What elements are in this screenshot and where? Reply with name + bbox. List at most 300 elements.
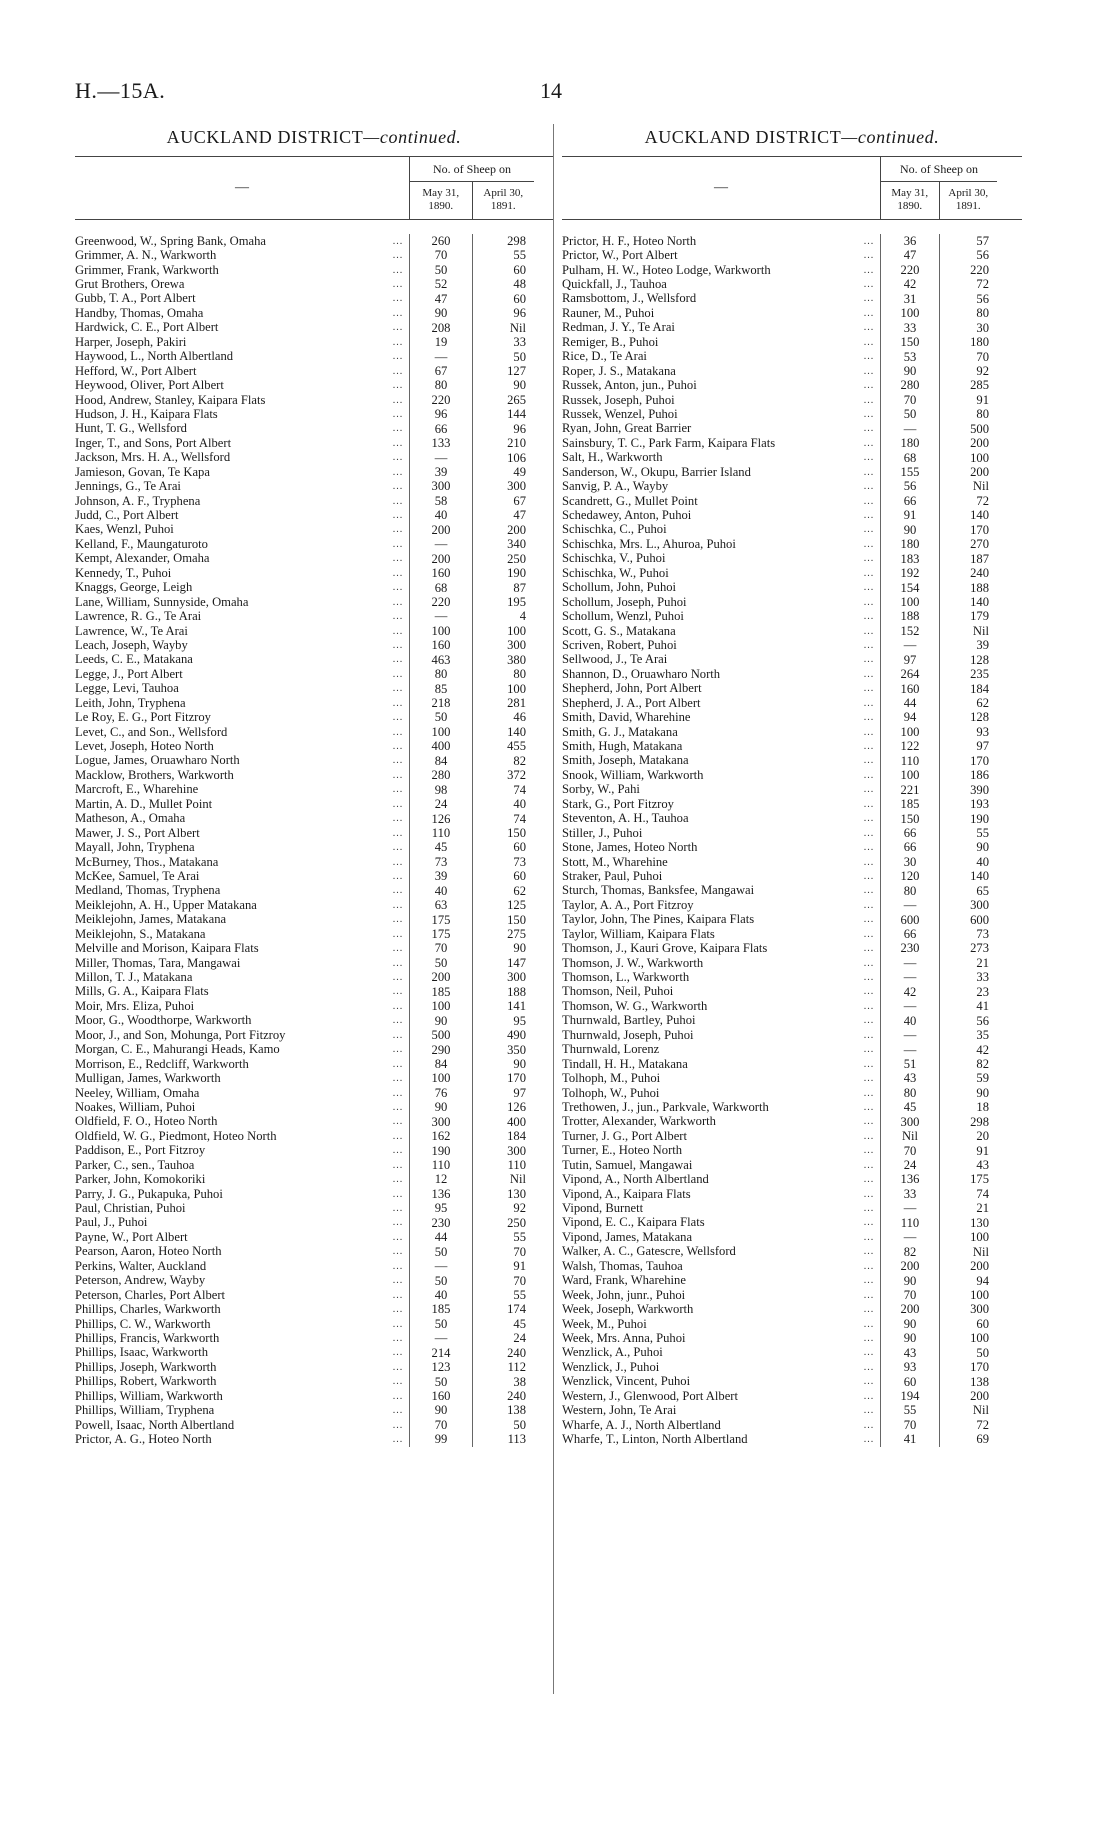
table-row	[75, 1014, 553, 1028]
leader-dots: ...	[863, 351, 875, 363]
leader-dots: ...	[863, 813, 875, 825]
table-row	[75, 1187, 553, 1201]
table-row	[562, 1403, 1022, 1417]
row-name: Mayall, John, Tryphena	[75, 840, 195, 855]
row-name: Noakes, William, Puhoi	[75, 1099, 196, 1114]
row-name: Martin, A. D., Mullet Point	[75, 796, 213, 811]
table-row	[562, 638, 1022, 652]
sheep-1890-value: 300	[409, 1115, 472, 1129]
row-name: Phillips, C. W., Warkworth	[75, 1316, 211, 1331]
row-name: Greenwood, W., Spring Bank, Omaha	[75, 233, 266, 248]
table-row	[562, 306, 1022, 320]
table-row	[562, 393, 1022, 407]
leader-dots: ...	[863, 235, 875, 247]
row-name: Jennings, G., Te Arai	[75, 479, 181, 494]
sheep-1890-value: —	[880, 970, 939, 984]
row-name: Thomson, J. W., Warkworth	[562, 955, 704, 970]
row-name: Hood, Andrew, Stanley, Kaipara Flats	[75, 392, 266, 407]
table-row	[75, 1216, 553, 1230]
sheep-1890-value: 80	[409, 378, 472, 392]
sheep-1890-value: 39	[409, 869, 472, 883]
leader-dots: ...	[392, 856, 404, 868]
table-row	[562, 696, 1022, 710]
row-name: Taylor, John, The Pines, Kaipara Flats	[562, 912, 755, 927]
sheep-1890-value: —	[880, 638, 939, 652]
sheep-1890-value: 110	[880, 754, 939, 768]
table-row	[562, 465, 1022, 479]
sheep-1891-value: 90	[939, 840, 997, 854]
table-row	[75, 1432, 553, 1446]
leader-dots: ...	[863, 1044, 875, 1056]
sheep-1890-value: 50	[409, 710, 472, 724]
row-name: Kaes, Wenzl, Puhoi	[75, 522, 174, 537]
leader-dots: ...	[392, 1332, 404, 1344]
sheep-1890-value: 290	[409, 1043, 472, 1057]
sheep-1891-value: 55	[472, 1230, 534, 1244]
name-column-header: —	[235, 180, 249, 195]
sheep-1890-value: —	[880, 422, 939, 436]
table-row	[75, 1317, 553, 1331]
row-name: Thurnwald, Joseph, Puhoi	[562, 1027, 694, 1042]
row-name: Steventon, A. H., Tauhoa	[562, 811, 689, 826]
sheep-1890-value: 192	[880, 566, 939, 580]
row-name: Mills, G. A., Kaipara Flats	[75, 984, 209, 999]
leader-dots: ...	[392, 741, 404, 753]
sheep-1890-value: 200	[409, 970, 472, 984]
table-row	[75, 393, 553, 407]
table-row	[562, 1375, 1022, 1389]
row-name: Peterson, Andrew, Wayby	[75, 1273, 206, 1288]
row-name: Thomson, J., Kauri Grove, Kaipara Flats	[562, 941, 768, 956]
row-name: Smith, David, Wharehine	[562, 710, 691, 725]
sheep-1891-value: 126	[472, 1100, 534, 1114]
sheep-1891-value: 110	[472, 1158, 534, 1172]
sheep-1890-value: 221	[880, 783, 939, 797]
leader-dots: ...	[863, 1087, 875, 1099]
leader-dots: ...	[863, 1361, 875, 1373]
sheep-1891-value: 82	[472, 754, 534, 768]
row-name: Parker, John, Komokoriki	[75, 1172, 206, 1187]
table-row	[562, 898, 1022, 912]
table-row	[562, 422, 1022, 436]
table-row	[562, 1389, 1022, 1403]
sheep-1890-value: 162	[409, 1129, 472, 1143]
leader-dots: ...	[392, 1390, 404, 1402]
row-name: Phillips, Francis, Warkworth	[75, 1330, 220, 1345]
row-name: Snook, William, Warkworth	[562, 767, 704, 782]
leader-dots: ...	[863, 1275, 875, 1287]
leader-dots: ...	[392, 466, 404, 478]
sheep-1890-value: 45	[880, 1100, 939, 1114]
table-row	[562, 956, 1022, 970]
leader-dots: ...	[863, 1246, 875, 1258]
sheep-1890-value: —	[409, 609, 472, 623]
row-name: Schischka, V., Puhoi	[562, 551, 666, 566]
leader-dots: ...	[863, 1332, 875, 1344]
leader-dots: ...	[392, 452, 404, 464]
leader-dots: ...	[392, 481, 404, 493]
row-name: Sturch, Thomas, Banksfee, Mangawai	[562, 883, 755, 898]
leader-dots: ...	[392, 755, 404, 767]
row-name: Hefford, W., Port Albert	[75, 363, 197, 378]
sheep-1891-value: 45	[472, 1317, 534, 1331]
row-name: Rauner, M., Puhoi	[562, 305, 655, 320]
leader-dots: ...	[392, 870, 404, 882]
sheep-1890-value: 84	[409, 1057, 472, 1071]
row-name: Morgan, C. E., Mahurangi Heads, Kamo	[75, 1042, 280, 1057]
sheep-1890-value: 50	[409, 1245, 472, 1259]
sheep-1891-value: 67	[472, 494, 534, 508]
sheep-1890-value: 66	[880, 840, 939, 854]
sheep-1891-value: 59	[939, 1071, 997, 1085]
leader-dots: ...	[863, 1029, 875, 1041]
row-name: Thomson, W. G., Warkworth	[562, 998, 708, 1013]
leader-dots: ...	[392, 293, 404, 305]
sheep-1891-value: 300	[939, 898, 997, 912]
sheep-1890-value: 50	[409, 263, 472, 277]
district-continued: —continued.	[841, 127, 940, 147]
table-row	[562, 1086, 1022, 1100]
sheep-1890-value: —	[409, 537, 472, 551]
leader-dots: ...	[863, 365, 875, 377]
leader-dots: ...	[392, 495, 404, 507]
sheep-1891-value: 147	[472, 956, 534, 970]
sheep-1891-value: Nil	[472, 1172, 534, 1186]
leader-dots: ...	[392, 279, 404, 291]
table-row	[562, 292, 1022, 306]
table-row	[562, 523, 1022, 537]
table-row	[75, 479, 553, 493]
leader-dots: ...	[863, 279, 875, 291]
row-name: Walker, A. C., Gatescre, Wellsford	[562, 1244, 736, 1259]
leader-dots: ...	[863, 538, 875, 550]
table-row	[562, 840, 1022, 854]
row-name: Tutin, Samuel, Mangawai	[562, 1157, 693, 1172]
table-row	[75, 725, 553, 739]
col-may-1890: May 31, 1890.	[422, 187, 460, 212]
sheep-1890-value: 24	[880, 1158, 939, 1172]
sheep-1891-value: 57	[939, 234, 997, 248]
leader-dots: ...	[392, 380, 404, 392]
sheep-1890-value: 160	[409, 566, 472, 580]
table-row	[75, 595, 553, 609]
table-row	[562, 1346, 1022, 1360]
sheep-1890-value: 100	[409, 725, 472, 739]
table-row	[562, 1317, 1022, 1331]
sheep-1891-value: 80	[472, 667, 534, 681]
row-name: Phillips, William, Tryphena	[75, 1403, 215, 1418]
leader-dots: ...	[863, 250, 875, 262]
sheep-1891-value: 380	[472, 653, 534, 667]
leader-dots: ...	[392, 697, 404, 709]
sheep-1890-value: 183	[880, 552, 939, 566]
leader-dots: ...	[392, 726, 404, 738]
row-name: Harper, Joseph, Pakiri	[75, 334, 187, 349]
sheep-1890-value: 230	[880, 941, 939, 955]
leader-dots: ...	[392, 596, 404, 608]
leader-dots: ...	[392, 1246, 404, 1258]
table-row	[75, 768, 553, 782]
sheep-1891-value: 24	[472, 1331, 534, 1345]
row-name: Prictor, W., Port Albert	[562, 248, 678, 263]
sheep-1891-value: 390	[939, 783, 997, 797]
sheep-1891-value: 50	[939, 1346, 997, 1360]
leader-dots: ...	[863, 408, 875, 420]
row-name: Vipond, A., North Albertland	[562, 1172, 709, 1187]
sheep-1891-value: 21	[939, 956, 997, 970]
sheep-1890-value: —	[880, 956, 939, 970]
sheep-1891-value: 74	[472, 783, 534, 797]
sheep-1891-value: 240	[939, 566, 997, 580]
row-name: Hunt, T. G., Wellsford	[75, 421, 187, 436]
leader-dots: ...	[863, 264, 875, 276]
row-name: Leach, Joseph, Wayby	[75, 637, 188, 652]
row-name: Turner, E., Hoteo North	[562, 1143, 683, 1158]
sheep-1891-value: 140	[939, 869, 997, 883]
leader-dots: ...	[392, 322, 404, 334]
table-row	[562, 783, 1022, 797]
row-name: Mulligan, James, Warkworth	[75, 1071, 221, 1086]
row-name: Schischka, C., Puhoi	[562, 522, 667, 537]
sheep-1891-value: 130	[939, 1216, 997, 1230]
table-row	[75, 783, 553, 797]
leader-dots: ...	[392, 986, 404, 998]
sheep-1891-value: 150	[472, 826, 534, 840]
name-column-header: —	[714, 180, 728, 195]
sheep-1891-value: 90	[939, 1086, 997, 1100]
sheep-1890-value: 12	[409, 1172, 472, 1186]
table-row	[562, 682, 1022, 696]
sheep-1891-value: 179	[939, 609, 997, 623]
sheep-1890-value: 70	[880, 1288, 939, 1302]
sheep-1891-value: 275	[472, 927, 534, 941]
row-name: Paul, Christian, Puhoi	[75, 1201, 186, 1216]
leader-dots: ...	[863, 972, 875, 984]
sheep-1891-value: 56	[939, 248, 997, 262]
sheep-1891-value: 220	[939, 263, 997, 277]
sheep-1890-value: 214	[409, 1346, 472, 1360]
leader-dots: ...	[863, 582, 875, 594]
sheep-1891-value: 141	[472, 999, 534, 1013]
leader-dots: ...	[863, 1058, 875, 1070]
sheep-1891-value: 195	[472, 595, 534, 609]
sheep-1890-value: 82	[880, 1245, 939, 1259]
sheep-1890-value: 70	[409, 1418, 472, 1432]
row-name: Lawrence, W., Te Arai	[75, 623, 188, 638]
sheep-1890-value: 500	[409, 1028, 472, 1042]
sheep-1891-value: 18	[939, 1100, 997, 1114]
table-row	[75, 1375, 553, 1389]
row-name: Johnson, A. F., Tryphena	[75, 493, 201, 508]
row-name: Inger, T., and Sons, Port Albert	[75, 435, 232, 450]
sheep-1891-value: 90	[472, 941, 534, 955]
sheep-1890-value: 40	[880, 1014, 939, 1028]
table-row	[562, 508, 1022, 522]
sheep-1890-value: 175	[409, 927, 472, 941]
table-row	[562, 1201, 1022, 1215]
leader-dots: ...	[863, 842, 875, 854]
leader-dots: ...	[392, 885, 404, 897]
sheep-1891-value: 130	[472, 1187, 534, 1201]
sheep-1891-value: Nil	[472, 321, 534, 335]
leader-dots: ...	[392, 1347, 404, 1359]
leader-dots: ...	[863, 1203, 875, 1215]
row-name: Stone, James, Hoteo North	[562, 840, 698, 855]
sheep-1891-value: 281	[472, 696, 534, 710]
leader-dots: ...	[392, 899, 404, 911]
table-row	[562, 1360, 1022, 1374]
sheep-1891-value: 128	[939, 653, 997, 667]
sheep-1891-value: 43	[939, 1158, 997, 1172]
row-name: Smith, Hugh, Matakana	[562, 739, 683, 754]
row-name: Russek, Anton, jun., Puhoi	[562, 378, 697, 393]
sheep-1890-value: 93	[880, 1360, 939, 1374]
leader-dots: ...	[392, 668, 404, 680]
row-name: Taylor, A. A., Port Fitzroy	[562, 897, 694, 912]
row-name: Ramsbottom, J., Wellsford	[562, 291, 697, 306]
row-name: Sainsbury, T. C., Park Farm, Kaipara Flats	[562, 435, 776, 450]
row-name: Week, Mrs. Anna, Puhoi	[562, 1330, 686, 1345]
row-name: Judd, C., Port Albert	[75, 508, 179, 523]
row-name: Quickfall, J., Tauhoa	[562, 277, 667, 292]
sheep-1891-value: 42	[939, 1043, 997, 1057]
row-name: Stark, G., Port Fitzroy	[562, 796, 674, 811]
sheep-1890-value: 40	[409, 884, 472, 898]
row-name: Sanderson, W., Okupu, Barrier Island	[562, 464, 751, 479]
row-name: Wharfe, A. J., North Albertland	[562, 1417, 721, 1432]
table-row	[562, 797, 1022, 811]
sheep-1891-value: 92	[472, 1201, 534, 1215]
table-row	[562, 884, 1022, 898]
sheep-1891-value: 273	[939, 941, 997, 955]
sheep-1891-value: 300	[472, 479, 534, 493]
row-name: Haywood, L., North Albertland	[75, 349, 234, 364]
sheep-1890-value: 33	[880, 321, 939, 335]
col-may-1890: May 31, 1890.	[891, 187, 929, 212]
sheep-1891-value: 298	[939, 1115, 997, 1129]
leader-dots: ...	[392, 827, 404, 839]
sheep-1891-value: 80	[939, 407, 997, 421]
table-row	[75, 508, 553, 522]
table-row	[75, 1057, 553, 1071]
sheep-1890-value: 208	[409, 321, 472, 335]
sheep-1890-value: 100	[409, 999, 472, 1013]
sheep-1890-value: 463	[409, 653, 472, 667]
row-name: Jamieson, Govan, Te Kapa	[75, 464, 210, 479]
table-row	[75, 234, 553, 248]
col-april-1891: April 30, 1891.	[472, 182, 535, 220]
table-row	[562, 768, 1022, 782]
sheep-1891-value: 300	[472, 1144, 534, 1158]
district-continued: —continued.	[363, 127, 462, 147]
leader-dots: ...	[392, 914, 404, 926]
sheep-1891-value: 138	[939, 1375, 997, 1389]
row-name: Handby, Thomas, Omaha	[75, 305, 204, 320]
row-name: Payne, W., Port Albert	[75, 1229, 188, 1244]
row-name: Paddison, E., Port Fitzroy	[75, 1143, 206, 1158]
leader-dots: ...	[863, 1405, 875, 1417]
sheep-1890-value: 66	[880, 826, 939, 840]
district-name: AUCKLAND DISTRICT	[166, 127, 364, 147]
leader-dots: ...	[863, 1073, 875, 1085]
sheep-1890-value: 175	[409, 913, 472, 927]
table-row	[562, 913, 1022, 927]
table-row	[562, 812, 1022, 826]
leader-dots: ...	[863, 1116, 875, 1128]
row-name: Tindall, H. H., Matakana	[562, 1056, 688, 1071]
row-name: Meiklejohn, James, Matakana	[75, 912, 227, 927]
sheep-1890-value: 126	[409, 812, 472, 826]
sheep-1891-value: 65	[939, 884, 997, 898]
sheep-1890-value: 200	[409, 552, 472, 566]
table-row	[562, 234, 1022, 248]
leader-dots: ...	[392, 1376, 404, 1388]
sheep-1891-value: 73	[939, 927, 997, 941]
row-name: Tolhoph, W., Puhoi	[562, 1085, 660, 1100]
sheep-1890-value: 60	[880, 1375, 939, 1389]
sheep-1890-value: 58	[409, 494, 472, 508]
sheep-1891-value: 140	[939, 508, 997, 522]
sheep-1890-value: 24	[409, 797, 472, 811]
row-name: Heywood, Oliver, Port Albert	[75, 378, 224, 393]
table-row	[562, 1043, 1022, 1057]
sheep-1891-value: 300	[472, 970, 534, 984]
row-name: Redman, J. Y., Te Arai	[562, 320, 675, 335]
sheep-1890-value: 160	[409, 1389, 472, 1403]
table-row	[75, 422, 553, 436]
sheep-1890-value: —	[880, 898, 939, 912]
table-row	[562, 1259, 1022, 1273]
sheep-1890-value: 100	[880, 725, 939, 739]
sheep-1890-value: 95	[409, 1201, 472, 1215]
table-header	[562, 156, 1022, 220]
sheep-1890-value: —	[409, 451, 472, 465]
sheep-1891-value: 180	[939, 335, 997, 349]
sheep-1890-value: —	[880, 1028, 939, 1042]
table-row	[75, 1100, 553, 1114]
sheep-1890-value: 220	[409, 595, 472, 609]
row-name: Millon, T. J., Matakana	[75, 970, 193, 985]
sheep-1891-value: 200	[472, 523, 534, 537]
sheep-1890-value: 150	[880, 335, 939, 349]
sheep-1891-value: 4	[472, 609, 534, 623]
sheep-1890-value: 40	[409, 1288, 472, 1302]
table-row	[562, 725, 1022, 739]
table-row	[75, 1230, 553, 1244]
sheep-1890-value: 50	[409, 956, 472, 970]
table-row	[562, 1331, 1022, 1345]
leader-dots: ...	[863, 293, 875, 305]
row-name: Phillips, Robert, Warkworth	[75, 1374, 217, 1389]
sheep-1891-value: 113	[472, 1432, 534, 1446]
sheep-1891-value: 190	[472, 566, 534, 580]
table-row	[75, 451, 553, 465]
sheep-1891-value: 38	[472, 1375, 534, 1389]
row-name: Sorby, W., Pahi	[562, 782, 640, 797]
sheep-1890-value: 80	[880, 884, 939, 898]
sheep-1890-value: 110	[880, 1216, 939, 1230]
sheep-1890-value: 150	[880, 812, 939, 826]
sheep-1891-value: 170	[472, 1071, 534, 1085]
sheep-1891-value: 90	[472, 1057, 534, 1071]
row-name: Perkins, Walter, Auckland	[75, 1258, 207, 1273]
table-row	[75, 985, 553, 999]
table-row	[75, 321, 553, 335]
row-name: Moor, J., and Son, Mohunga, Port Fitzroy	[75, 1027, 286, 1042]
sheep-1891-value: 235	[939, 667, 997, 681]
row-name: Matheson, A., Omaha	[75, 811, 186, 826]
row-name: Thomson, Neil, Puhoi	[562, 984, 674, 999]
